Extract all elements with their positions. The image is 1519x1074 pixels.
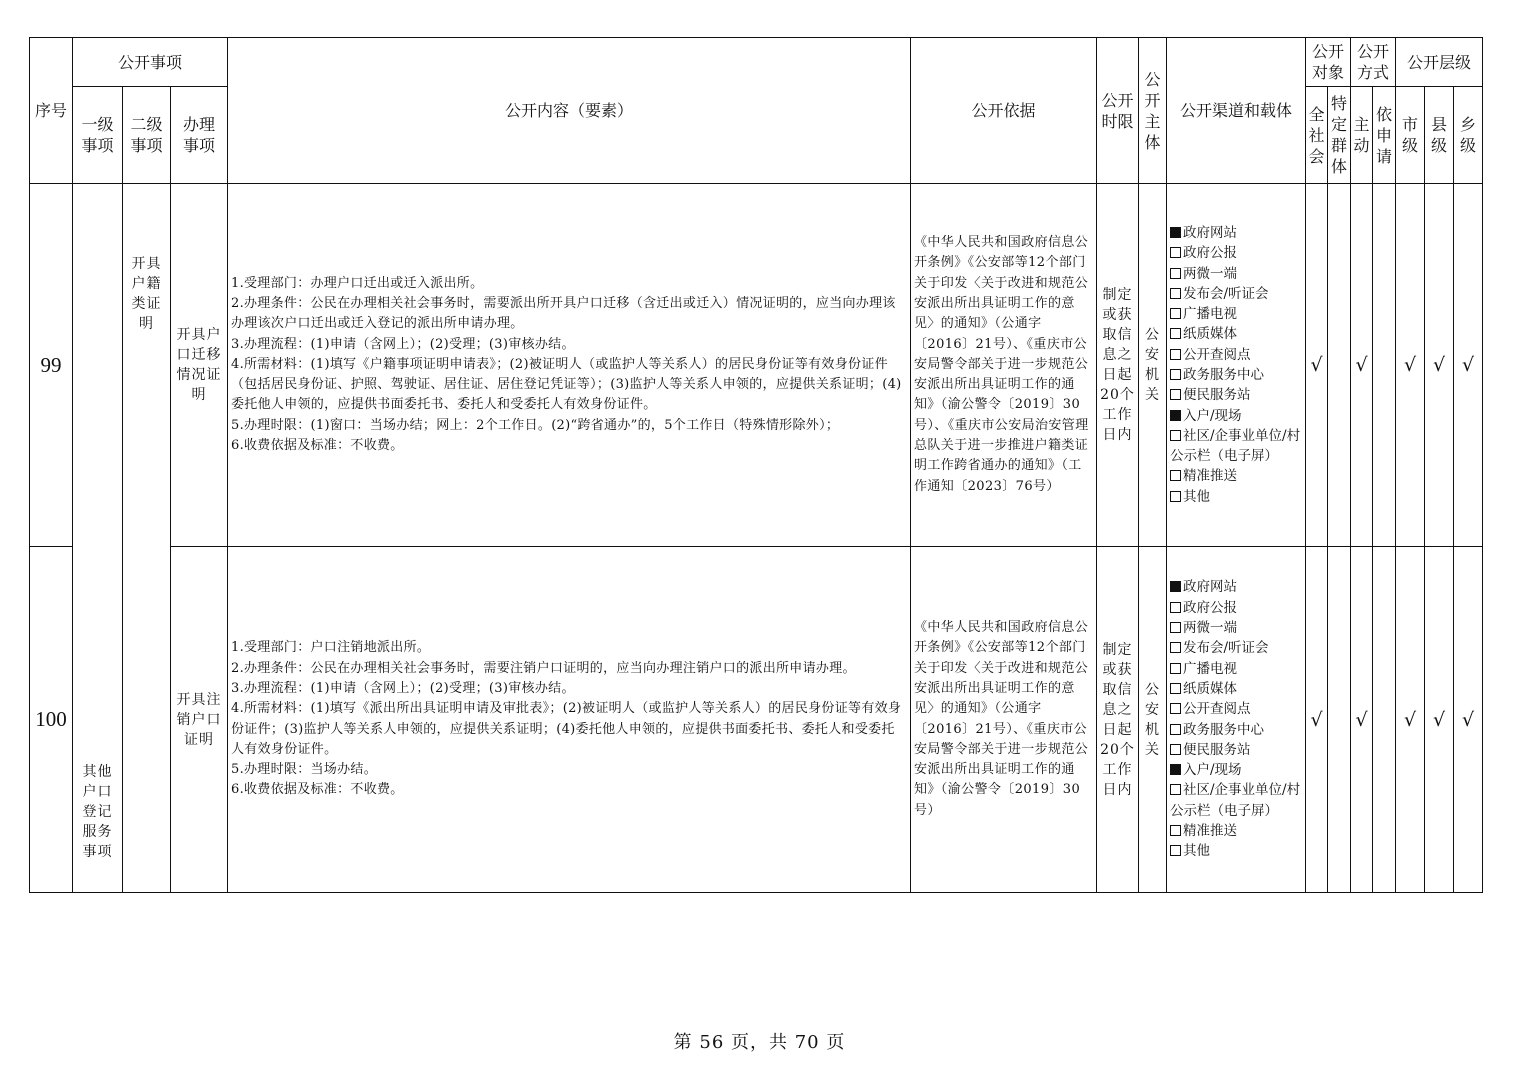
channel-item: 广播电视 (1170, 304, 1302, 324)
content-line: 2.办理条件：公民在办理相关社会事务时，需要派出所开具户口迁移（含迁出或迁入）情况证明的，应当向办理该办理该次户口迁出或迁入登记的派出所申请办理。 (231, 295, 896, 332)
check-active: √ (1351, 547, 1373, 893)
channel-item: 政府网站 (1170, 577, 1302, 597)
channel-item: 两微一端 (1170, 618, 1302, 638)
header-channel: 公开渠道和载体 (1167, 38, 1306, 184)
channel-item: 社区/企事业单位/村公示栏（电子屏） (1170, 427, 1301, 465)
header-subject: 公 开 主 体 (1139, 38, 1167, 184)
channel-item: 两微一端 (1170, 264, 1302, 284)
row-handle: 开具注 销户口 证明 (171, 547, 228, 893)
content-line: 5.办理时限：(1)窗口：当场办结；网上：2个工作日。(2)“跨省通办”的，5个工作日（特殊情形除外）； (231, 417, 840, 433)
header-city: 市 级 (1396, 87, 1425, 184)
header-basis: 公开依据 (911, 38, 1097, 184)
checkbox-empty-icon (1170, 845, 1181, 856)
checkbox-empty-icon (1170, 642, 1181, 653)
check-apply (1373, 184, 1396, 547)
row-handle: 开具户 口迁移 情况证 明 (171, 184, 228, 547)
row-level2: 开具 户籍 类证 明 (123, 184, 171, 547)
check-town: √ (1454, 547, 1483, 893)
content-line: 5.办理时限：当场办结。 (231, 762, 378, 778)
channel-item: 广播电视 (1170, 659, 1302, 679)
channel-item: 公开查阅点 (1170, 699, 1302, 719)
header-method: 公开 方式 (1351, 38, 1396, 87)
content-line: 1.受理部门：办理户口迁出或迁入派出所。 (231, 275, 484, 291)
checkbox-empty-icon (1170, 663, 1181, 674)
row-time: 制定 或获 取信 息之 日起 20个 工作 日内 (1097, 547, 1139, 893)
row-subject: 公 安 机 关 (1139, 547, 1167, 893)
content-line: 4.所需材料：(1)填写《派出所出具证明申请及审批表》；(2)被证明人（或监护人等关系人）的居民身份证等有效身份证件；(3)监护人等关系人申领的，应提供关系证明；(4)委托他人申领的，应提供书面委托书、委托人和受委托人有效身份证件。 (231, 701, 902, 757)
check-city: √ (1396, 547, 1425, 893)
channel-item: 便民服务站 (1170, 385, 1302, 405)
checkbox-empty-icon (1170, 784, 1181, 795)
row-subject: 公 安 机 关 (1139, 184, 1167, 547)
content-line: 6.收费依据及标准：不收费。 (231, 438, 404, 454)
check-town: √ (1454, 184, 1483, 547)
channel-item: 便民服务站 (1170, 740, 1302, 760)
checkbox-empty-icon (1170, 349, 1181, 360)
content-line: 3.办理流程：(1)申请（含网上）；(2)受理；(3)审核办结。 (231, 336, 575, 352)
header-active: 主 动 (1351, 87, 1373, 184)
content-line: 3.办理流程：(1)申请（含网上）；(2)受理；(3)审核办结。 (231, 680, 575, 696)
row-basis: 《中华人民共和国政府信息公开条例》《公安部等12个部门关于印发〈关于改进和规范公安派出所出具证明工作的意见〉的通知》（公通字〔2016〕21号）、《重庆市公安局警令部关于进一步规范公安派出所出具证明工作的通知》（渝公警令〔2019〕30号）、《重庆市公安局治安管理总队关于进一步推进户籍类证明工作跨省通办的通知》（工作通知〔2023〕76号） (911, 184, 1097, 547)
channel-item: 发布会/听证会 (1170, 284, 1302, 304)
checkbox-empty-icon (1170, 369, 1181, 380)
check-all-society: √ (1306, 184, 1328, 547)
header-level1: 一级 事项 (73, 87, 123, 184)
check-city: √ (1396, 184, 1425, 547)
channel-item: 其他 (1170, 841, 1302, 861)
header-handle: 办理 事项 (171, 87, 228, 184)
page-footer: 第 56 页，共 70 页 (673, 1032, 846, 1053)
checkbox-empty-icon (1170, 328, 1181, 339)
row-basis: 《中华人民共和国政府信息公开条例》《公安部等12个部门关于印发〈关于改进和规范公安派出所出具证明工作的意见〉的通知》（公通字〔2016〕21号）、《重庆市公安局警令部关于进一步规范公安派出所出具证明工作的通知》（渝公警令〔2019〕30号） (911, 547, 1097, 893)
checkbox-empty-icon (1170, 602, 1181, 613)
checkbox-empty-icon (1170, 825, 1181, 836)
checkbox-empty-icon (1170, 683, 1181, 694)
content-line: 1.受理部门：户口注销地派出所。 (231, 640, 431, 656)
checkbox-empty-icon (1170, 470, 1181, 481)
check-all-society: √ (1306, 547, 1328, 893)
checkbox-empty-icon (1170, 744, 1181, 755)
check-county: √ (1425, 184, 1454, 547)
header-level: 公开层级 (1396, 38, 1483, 87)
checkbox-filled-icon (1170, 581, 1181, 592)
checkbox-empty-icon (1170, 622, 1181, 633)
row-time: 制定 或获 取信 息之 日起 20个 工作 日内 (1097, 184, 1139, 547)
checkbox-empty-icon (1170, 288, 1181, 299)
check-specific (1328, 547, 1351, 893)
check-county: √ (1425, 547, 1454, 893)
checkbox-filled-icon (1170, 227, 1181, 238)
checkbox-empty-icon (1170, 703, 1181, 714)
row-seq: 99 (30, 184, 73, 547)
row-level1-empty (73, 184, 123, 547)
row-content (228, 184, 911, 547)
header-content: 公开内容（要素） (228, 38, 911, 184)
header-time: 公开 时限 (1097, 38, 1139, 184)
channel-item: 纸质媒体 (1170, 679, 1302, 699)
header-target: 公开 对象 (1306, 38, 1351, 87)
row-content (228, 547, 911, 893)
channel-item: 政府网站 (1170, 223, 1302, 243)
checkbox-empty-icon (1170, 724, 1181, 735)
channel-item: 入户/现场 (1170, 760, 1302, 780)
header-specific: 特 定 群 体 (1328, 87, 1351, 184)
channel-item: 纸质媒体 (1170, 324, 1302, 344)
check-apply (1373, 547, 1396, 893)
header-all-society: 全 社 会 (1306, 87, 1328, 184)
checkbox-empty-icon (1170, 247, 1181, 258)
disclosure-table (29, 37, 1483, 893)
channel-item: 政务服务中心 (1170, 365, 1302, 385)
checkbox-empty-icon (1170, 308, 1181, 319)
checkbox-empty-icon (1170, 389, 1181, 400)
row-level2-empty (123, 547, 171, 893)
header-town: 乡 级 (1454, 87, 1483, 184)
content-line: 2.办理条件：公民在办理相关社会事务时，需要注销户口证明的，应当向办理注销户口的派出所申请办理。 (231, 660, 856, 676)
table-row (30, 184, 1483, 547)
checkbox-empty-icon (1170, 491, 1181, 502)
checkbox-filled-icon (1170, 410, 1181, 421)
table-row (30, 547, 1483, 893)
content-line: 6.收费依据及标准：不收费。 (231, 782, 404, 798)
checkbox-empty-icon (1170, 268, 1181, 279)
channel-item: 政务服务中心 (1170, 720, 1302, 740)
header-county: 县 级 (1425, 87, 1454, 184)
channel-item: 精准推送 (1170, 821, 1302, 841)
channel-item: 发布会/听证会 (1170, 638, 1302, 658)
check-specific (1328, 184, 1351, 547)
header-apply: 依 申 请 (1373, 87, 1396, 184)
checkbox-empty-icon (1170, 430, 1181, 441)
row-level1: 其他 户口 登记 服务 事项 (73, 547, 123, 893)
channel-item: 政府公报 (1170, 243, 1302, 263)
channel-item: 公开查阅点 (1170, 345, 1302, 365)
channel-item: 其他 (1170, 487, 1302, 507)
row-seq: 100 (30, 547, 73, 893)
channel-item: 社区/企事业单位/村公示栏（电子屏） (1170, 782, 1301, 819)
channel-item: 入户/现场 (1170, 406, 1302, 426)
channel-item: 政府公报 (1170, 598, 1302, 618)
content-line: 4.所需材料：(1)填写《户籍事项证明申请表》；(2)被证明人（或监护人等关系人）的居民身份证等有效身份证件（包括居民身份证、护照、驾驶证、居住证、居住登记凭证等）；(3)监护人等关系人申领的，应提供关系证明；(4)委托他人申领的，应提供书面委托书、委托人和受委托人有效身份证件。 (231, 356, 902, 413)
checkbox-filled-icon (1170, 764, 1181, 775)
header-seq: 序号 (30, 38, 73, 184)
channel-item: 精准推送 (1170, 466, 1302, 486)
header-items: 公开事项 (73, 38, 228, 87)
row-channels (1167, 184, 1306, 547)
header-level2: 二级 事项 (123, 87, 171, 184)
check-active: √ (1351, 184, 1373, 547)
row-channels (1167, 547, 1306, 893)
